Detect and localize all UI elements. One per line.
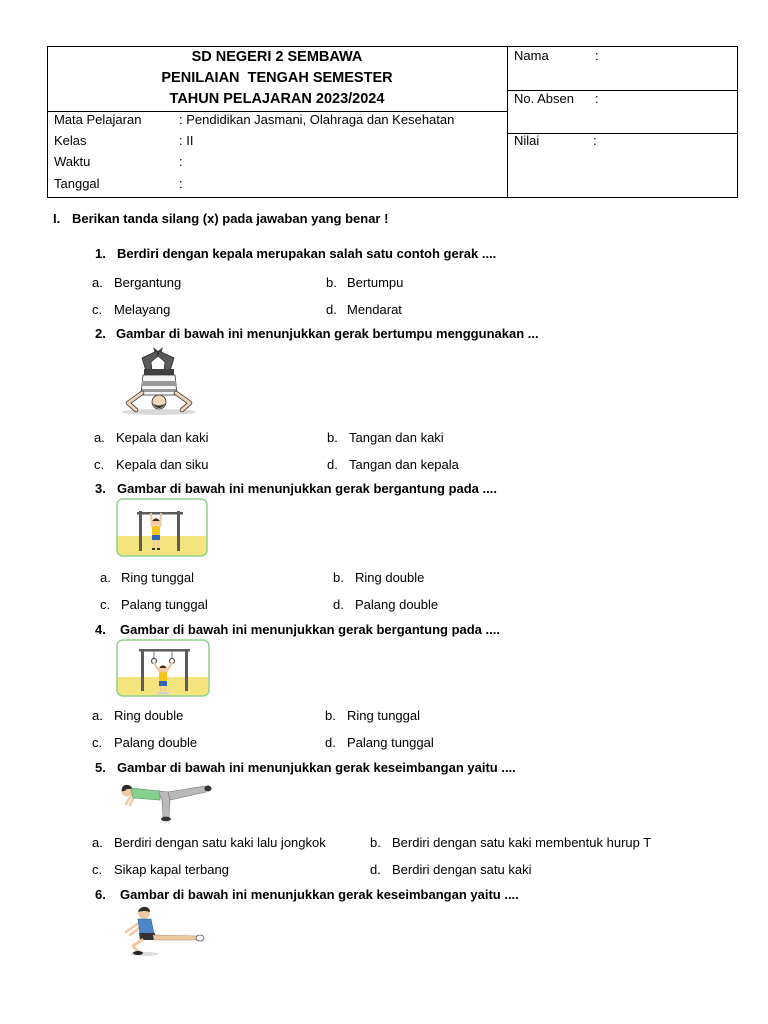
one-leg-squat-illustration — [123, 905, 205, 957]
option-letter: d. — [325, 735, 336, 750]
option-letter: c. — [100, 597, 111, 612]
question-text: Gambar di bawah ini menunjukkan gerak keseimbangan yaitu .... — [117, 760, 516, 775]
option-letter: c. — [94, 457, 105, 472]
airplane-balance-illustration — [118, 780, 213, 822]
date-value: : — [179, 176, 183, 191]
time-label: Waktu — [54, 154, 91, 169]
option-letter: b. — [325, 708, 336, 723]
question-text: Gambar di bawah ini menunjukkan gerak bergantung pada .... — [117, 481, 497, 496]
question-text: Gambar di bawah ini menunjukkan gerak bergantung pada .... — [120, 622, 500, 637]
question-number: 6. — [95, 887, 106, 902]
question-text: Berdiri dengan kepala merupakan salah satu contoh gerak .... — [117, 246, 497, 261]
option-text: Palang tunggal — [347, 735, 434, 750]
student-name-colon: : — [595, 48, 599, 63]
option-text: Palang double — [355, 597, 439, 612]
question-number: 4. — [95, 622, 106, 637]
header-divider-absen — [507, 133, 738, 134]
student-name-label: Nama — [514, 48, 549, 63]
score-colon: : — [593, 133, 597, 148]
option-letter: d. — [370, 862, 381, 877]
option-text: Berdiri dengan satu kaki — [392, 862, 532, 877]
option-letter: a. — [94, 430, 105, 445]
option-text: Palang double — [114, 735, 198, 750]
option-text: Ring double — [114, 708, 184, 723]
option-letter: b. — [326, 275, 337, 290]
option-text: Palang tunggal — [121, 597, 208, 612]
option-text: Ring tunggal — [347, 708, 420, 723]
option-letter: a. — [92, 275, 103, 290]
option-text: Berdiri dengan satu kaki lalu jongkok — [114, 835, 326, 850]
rings-illustration — [116, 639, 210, 697]
exam-title: PENILAIAN TENGAH SEMESTER — [161, 70, 393, 86]
question-number: 5. — [95, 760, 106, 775]
question-number: 1. — [95, 246, 106, 261]
class-value: : II — [179, 133, 194, 148]
question-number: 2. — [95, 326, 106, 341]
option-text: Mendarat — [347, 302, 402, 317]
option-letter: a. — [100, 570, 111, 585]
option-text: Berdiri dengan satu kaki membentuk hurup T — [392, 835, 652, 850]
subject-value: : Pendidikan Jasmani, Olahraga dan Kesehatan — [179, 112, 455, 127]
header-divider-vertical — [507, 46, 508, 198]
time-value: : — [179, 154, 183, 169]
option-text: Ring double — [355, 570, 425, 585]
option-letter: d. — [326, 302, 337, 317]
subject-label: Mata Pelajaran — [54, 112, 142, 127]
option-text: Tangan dan kaki — [349, 430, 444, 445]
option-text: Melayang — [114, 302, 171, 317]
option-letter: b. — [327, 430, 338, 445]
option-letter: a. — [92, 708, 103, 723]
date-label: Tanggal — [54, 176, 100, 191]
option-text: Bergantung — [114, 275, 182, 290]
section-number: I. — [53, 211, 61, 226]
option-text: Kepala dan siku — [116, 457, 209, 472]
option-letter: c. — [92, 862, 103, 877]
headstand-illustration — [120, 345, 198, 416]
student-absen-label: No. Absen — [514, 91, 574, 106]
option-text: Sikap kapal terbang — [114, 862, 229, 877]
horizontal-bar-illustration — [116, 498, 208, 557]
option-letter: c. — [92, 735, 103, 750]
score-label: Nilai — [514, 133, 540, 148]
section-instruction: Berikan tanda silang (x) pada jawaban yang benar ! — [72, 211, 389, 226]
option-letter: d. — [333, 597, 344, 612]
option-letter: d. — [327, 457, 338, 472]
student-absen-colon: : — [595, 91, 599, 106]
question-text: Gambar di bawah ini menunjukkan gerak bertumpu menggunakan ... — [116, 326, 539, 341]
question-text: Gambar di bawah ini menunjukkan gerak keseimbangan yaitu .... — [120, 887, 519, 902]
option-letter: c. — [92, 302, 103, 317]
option-text: Kepala dan kaki — [116, 430, 209, 445]
question-number: 3. — [95, 481, 106, 496]
option-text: Ring tunggal — [121, 570, 194, 585]
option-letter: a. — [92, 835, 103, 850]
academic-year: TAHUN PELAJARAN 2023/2024 — [169, 91, 385, 107]
school-name: SD NEGERI 2 SEMBAWA — [191, 49, 363, 65]
option-letter: b. — [333, 570, 344, 585]
class-label: Kelas — [54, 133, 87, 148]
option-letter: b. — [370, 835, 381, 850]
option-text: Tangan dan kepala — [349, 457, 459, 472]
option-text: Bertumpu — [347, 275, 404, 290]
